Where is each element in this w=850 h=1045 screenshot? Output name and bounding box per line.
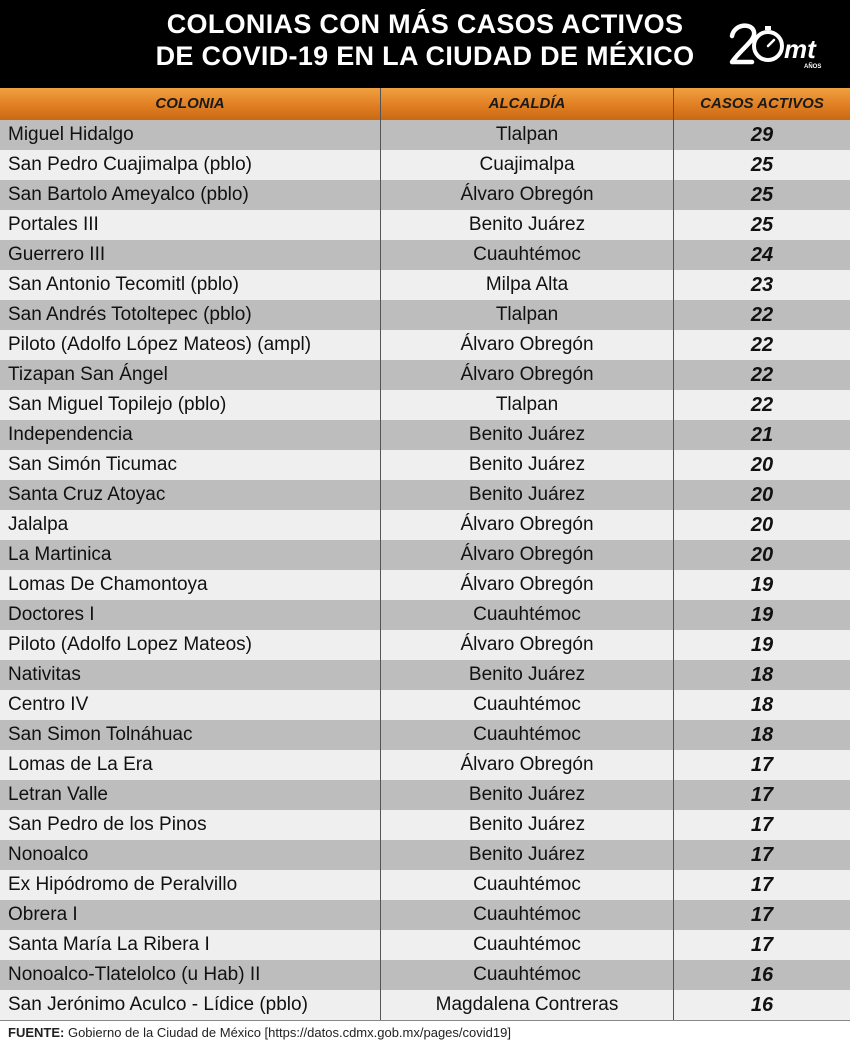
cell-alcaldia: Benito Juárez — [468, 484, 586, 505]
cell-casos-activos: 22 — [750, 364, 774, 386]
cell-colonia: Santa Cruz Atoyac — [8, 484, 166, 505]
cell-casos-activos: 17 — [750, 784, 774, 806]
table-row — [0, 780, 850, 810]
cell-colonia: Nativitas — [8, 664, 81, 685]
cell-alcaldia: Cuauhtémoc — [473, 904, 581, 925]
cell-casos-activos: 20 — [750, 454, 774, 476]
cell-colonia: Piloto (Adolfo López Mateos) (ampl) — [8, 334, 312, 355]
table-row — [0, 870, 850, 900]
cell-alcaldia: Cuauhtémoc — [473, 874, 581, 895]
table-row — [0, 930, 850, 960]
cell-colonia: Jalalpa — [8, 514, 69, 535]
cell-casos-activos: 18 — [750, 724, 774, 746]
cell-colonia: Centro IV — [8, 694, 89, 715]
cell-alcaldia: Álvaro Obregón — [460, 184, 594, 205]
cell-colonia: San Andrés Totoltepec (pblo) — [8, 304, 252, 325]
cell-casos-activos: 20 — [750, 484, 774, 506]
cell-colonia: Obrera I — [8, 904, 78, 925]
cell-alcaldia: Tlalpan — [495, 304, 559, 325]
table-row — [0, 630, 850, 660]
cell-casos-activos: 25 — [750, 184, 774, 206]
table-row — [0, 570, 850, 600]
cell-colonia: Portales III — [8, 214, 99, 235]
cell-casos-activos: 18 — [750, 664, 774, 686]
column-header-casos-activos: CASOS ACTIVOS — [700, 95, 824, 112]
cell-alcaldia: Magdalena Contreras — [435, 994, 619, 1015]
table-row — [0, 960, 850, 990]
table-row — [0, 120, 850, 150]
cell-alcaldia: Cuauhtémoc — [473, 964, 581, 985]
table-row — [0, 240, 850, 270]
source-text: Gobierno de la Ciudad de México [https://datos.cdmx.gob.mx/pages/covid19] — [67, 1025, 511, 1040]
table-body — [0, 120, 850, 1020]
table-row — [0, 390, 850, 420]
cell-alcaldia: Benito Juárez — [468, 844, 586, 865]
cell-colonia: San Simon Tolnáhuac — [8, 724, 193, 745]
cell-casos-activos: 17 — [750, 874, 774, 896]
table-row — [0, 810, 850, 840]
source-label: FUENTE: — [8, 1025, 65, 1040]
cell-casos-activos: 17 — [750, 814, 774, 836]
cell-alcaldia: Cuauhtémoc — [473, 934, 581, 955]
cell-colonia: Nonoalco — [8, 844, 89, 865]
table-row — [0, 180, 850, 210]
cell-colonia: Lomas de La Era — [8, 754, 153, 775]
cell-alcaldia: Álvaro Obregón — [460, 634, 594, 655]
cell-alcaldia: Álvaro Obregón — [460, 334, 594, 355]
cell-alcaldia: Cuauhtémoc — [473, 694, 581, 715]
cell-alcaldia: Benito Juárez — [468, 214, 586, 235]
cell-casos-activos: 21 — [750, 424, 774, 446]
cell-casos-activos: 23 — [750, 274, 774, 296]
cell-casos-activos: 16 — [750, 964, 774, 986]
table-header — [0, 88, 850, 120]
cell-alcaldia: Cuajimalpa — [479, 154, 575, 175]
table-row — [0, 600, 850, 630]
column-header-colonia: COLONIA — [155, 95, 225, 112]
column-divider-1 — [380, 88, 381, 1020]
column-header-alcaldia: ALCALDÍA — [488, 95, 566, 112]
logo-20mt — [728, 18, 824, 74]
table-row — [0, 210, 850, 240]
cell-casos-activos: 22 — [750, 334, 774, 356]
table-row — [0, 660, 850, 690]
cell-alcaldia: Benito Juárez — [468, 814, 586, 835]
source-note — [8, 1025, 511, 1040]
cell-casos-activos: 25 — [750, 214, 774, 236]
cell-alcaldia: Álvaro Obregón — [460, 754, 594, 775]
cell-colonia: San Jerónimo Aculco - Lídice (pblo) — [8, 994, 308, 1015]
cell-colonia: San Bartolo Ameyalco (pblo) — [8, 184, 249, 205]
table-row — [0, 300, 850, 330]
table-row — [0, 990, 850, 1020]
cell-casos-activos: 17 — [750, 844, 774, 866]
cell-casos-activos: 19 — [750, 604, 774, 626]
cell-colonia: Letran Valle — [8, 784, 108, 805]
cell-casos-activos: 16 — [750, 994, 774, 1016]
table-row — [0, 690, 850, 720]
cell-colonia: Doctores I — [8, 604, 95, 625]
cell-casos-activos: 22 — [750, 304, 774, 326]
cell-alcaldia: Álvaro Obregón — [460, 544, 594, 565]
cell-alcaldia: Benito Juárez — [468, 454, 586, 475]
header-banner — [0, 0, 850, 88]
cell-alcaldia: Benito Juárez — [468, 784, 586, 805]
cell-colonia: Nonoalco-Tlatelolco (u Hab) II — [8, 964, 261, 985]
cell-colonia: Miguel Hidalgo — [8, 124, 134, 145]
cell-colonia: Santa María La Ribera I — [8, 934, 210, 955]
cell-colonia: San Simón Ticumac — [8, 454, 177, 475]
cell-casos-activos: 17 — [750, 904, 774, 926]
cell-colonia: Independencia — [8, 424, 133, 445]
title-line-2: DE COVID-19 EN LA CIUDAD DE MÉXICO — [155, 41, 695, 71]
cell-alcaldia: Benito Juárez — [468, 424, 586, 445]
cell-colonia: Lomas De Chamontoya — [8, 574, 208, 595]
cell-alcaldia: Cuauhtémoc — [473, 244, 581, 265]
cell-colonia: Guerrero III — [8, 244, 106, 265]
cell-casos-activos: 20 — [750, 514, 774, 536]
table-row — [0, 330, 850, 360]
table-row — [0, 750, 850, 780]
cell-colonia: San Pedro de los Pinos — [8, 814, 207, 835]
cell-casos-activos: 25 — [750, 154, 774, 176]
cell-alcaldia: Cuauhtémoc — [473, 724, 581, 745]
table-row — [0, 480, 850, 510]
cell-alcaldia: Cuauhtémoc — [473, 604, 581, 625]
cell-alcaldia: Álvaro Obregón — [460, 514, 594, 535]
cell-alcaldia: Tlalpan — [495, 124, 559, 145]
column-divider-2 — [673, 88, 674, 1020]
cell-casos-activos: 20 — [750, 544, 774, 566]
cell-colonia: Ex Hipódromo de Peralvillo — [8, 874, 238, 895]
table-row — [0, 540, 850, 570]
cell-alcaldia: Álvaro Obregón — [460, 364, 594, 385]
cell-alcaldia: Álvaro Obregón — [460, 574, 594, 595]
table-row — [0, 450, 850, 480]
cell-casos-activos: 19 — [750, 634, 774, 656]
cell-alcaldia: Milpa Alta — [485, 274, 569, 295]
cell-colonia: Piloto (Adolfo Lopez Mateos) — [8, 634, 252, 655]
table-row — [0, 900, 850, 930]
cell-colonia: San Miguel Topilejo (pblo) — [8, 394, 227, 415]
title-line-1: COLONIAS CON MÁS CASOS ACTIVOS — [166, 9, 684, 39]
footer — [0, 1020, 850, 1045]
cell-casos-activos: 18 — [750, 694, 774, 716]
cell-casos-activos: 24 — [750, 244, 774, 266]
cell-casos-activos: 19 — [750, 574, 774, 596]
svg-text:mt: mt — [784, 34, 816, 64]
svg-text:AÑOS: AÑOS — [804, 64, 822, 70]
table-row — [0, 420, 850, 450]
table-row — [0, 150, 850, 180]
cell-colonia: La Martinica — [8, 544, 112, 565]
cell-colonia: San Pedro Cuajimalpa (pblo) — [8, 154, 252, 175]
cell-colonia: San Antonio Tecomitl (pblo) — [8, 274, 239, 295]
cell-casos-activos: 22 — [750, 394, 774, 416]
table-row — [0, 360, 850, 390]
cell-casos-activos: 29 — [750, 124, 774, 146]
cell-colonia: Tizapan San Ángel — [8, 364, 168, 385]
table-row — [0, 510, 850, 540]
cell-alcaldia: Tlalpan — [495, 394, 559, 415]
table-row — [0, 720, 850, 750]
cell-casos-activos: 17 — [750, 754, 774, 776]
table-row — [0, 840, 850, 870]
cell-alcaldia: Benito Juárez — [468, 664, 586, 685]
table-row — [0, 270, 850, 300]
cell-casos-activos: 17 — [750, 934, 774, 956]
